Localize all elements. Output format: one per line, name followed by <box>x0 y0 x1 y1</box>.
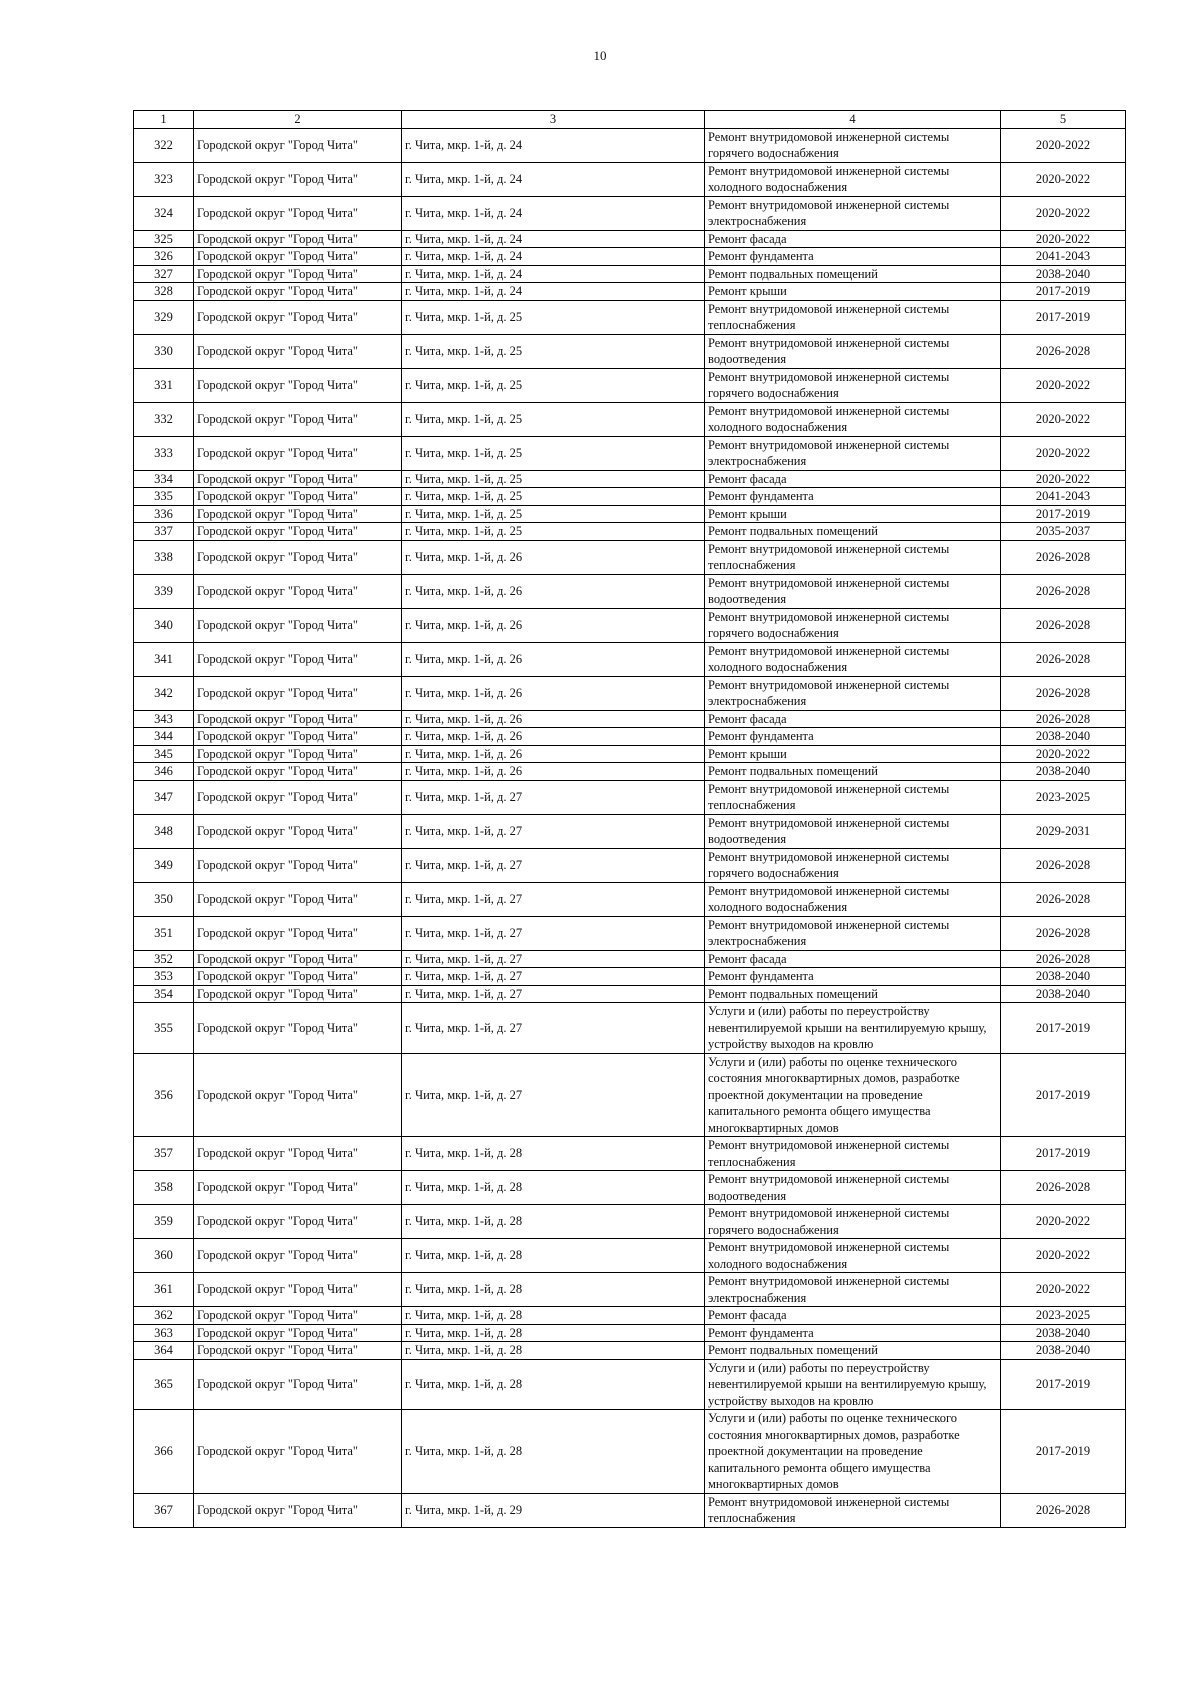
municipality-cell: Городской округ "Город Чита" <box>194 1053 402 1137</box>
address-cell: г. Чита, мкр. 1-й, д. 25 <box>402 523 705 541</box>
table-row <box>134 1171 1126 1205</box>
municipality-cell: Городской округ "Город Чита" <box>194 283 402 301</box>
row-number-cell: 365 <box>134 1359 194 1410</box>
table-row <box>134 642 1126 676</box>
period-cell: 2020-2022 <box>1001 745 1126 763</box>
work-type-cell: Услуги и (или) работы по оценке технического состояния многоквартирных домов, разработке проектной документации на проведение капитального ремонта общего имущества многоквартирных домов <box>705 1410 1001 1494</box>
address-cell: г. Чита, мкр. 1-й, д. 26 <box>402 608 705 642</box>
row-number-cell: 363 <box>134 1324 194 1342</box>
municipality-cell: Городской округ "Город Чита" <box>194 710 402 728</box>
work-type-cell: Ремонт внутридомовой инженерной системы электроснабжения <box>705 1273 1001 1307</box>
work-type-cell: Ремонт крыши <box>705 283 1001 301</box>
period-cell: 2017-2019 <box>1001 1359 1126 1410</box>
municipality-cell: Городской округ "Город Чита" <box>194 985 402 1003</box>
row-number-cell: 334 <box>134 470 194 488</box>
row-number-cell: 331 <box>134 368 194 402</box>
work-type-cell: Ремонт внутридомовой инженерной системы электроснабжения <box>705 436 1001 470</box>
address-cell: г. Чита, мкр. 1-й, д. 28 <box>402 1324 705 1342</box>
municipality-cell: Городской округ "Город Чита" <box>194 436 402 470</box>
address-cell: г. Чита, мкр. 1-й, д. 27 <box>402 1003 705 1054</box>
municipality-cell: Городской округ "Город Чита" <box>194 1493 402 1527</box>
period-cell: 2020-2022 <box>1001 1239 1126 1273</box>
period-cell: 2038-2040 <box>1001 763 1126 781</box>
address-cell: г. Чита, мкр. 1-й, д. 25 <box>402 402 705 436</box>
municipality-cell: Городской округ "Город Чита" <box>194 728 402 746</box>
address-cell: г. Чита, мкр. 1-й, д. 27 <box>402 950 705 968</box>
work-type-cell: Ремонт внутридомовой инженерной системы водоотведения <box>705 814 1001 848</box>
period-cell: 2017-2019 <box>1001 1053 1126 1137</box>
municipality-cell: Городской округ "Город Чита" <box>194 1239 402 1273</box>
table-row <box>134 968 1126 986</box>
address-cell: г. Чита, мкр. 1-й, д. 26 <box>402 745 705 763</box>
municipality-cell: Городской округ "Город Чита" <box>194 402 402 436</box>
column-header: 5 <box>1001 111 1126 129</box>
address-cell: г. Чита, мкр. 1-й, д. 25 <box>402 436 705 470</box>
address-cell: г. Чита, мкр. 1-й, д. 25 <box>402 488 705 506</box>
period-cell: 2029-2031 <box>1001 814 1126 848</box>
address-cell: г. Чита, мкр. 1-й, д. 25 <box>402 505 705 523</box>
municipality-cell: Городской округ "Город Чита" <box>194 1359 402 1410</box>
row-number-cell: 361 <box>134 1273 194 1307</box>
table-row <box>134 283 1126 301</box>
table-row <box>134 1053 1126 1137</box>
table-row <box>134 300 1126 334</box>
address-cell: г. Чита, мкр. 1-й, д. 27 <box>402 985 705 1003</box>
table-row <box>134 1324 1126 1342</box>
period-cell: 2038-2040 <box>1001 728 1126 746</box>
work-type-cell: Ремонт фасада <box>705 230 1001 248</box>
municipality-cell: Городской округ "Город Чита" <box>194 574 402 608</box>
period-cell: 2026-2028 <box>1001 1493 1126 1527</box>
row-number-cell: 351 <box>134 916 194 950</box>
row-number-cell: 349 <box>134 848 194 882</box>
row-number-cell: 367 <box>134 1493 194 1527</box>
table-row <box>134 1137 1126 1171</box>
table-row <box>134 196 1126 230</box>
table-row <box>134 1342 1126 1360</box>
municipality-cell: Городской округ "Город Чита" <box>194 196 402 230</box>
table-row <box>134 814 1126 848</box>
address-cell: г. Чита, мкр. 1-й, д. 28 <box>402 1239 705 1273</box>
row-number-cell: 335 <box>134 488 194 506</box>
work-type-cell: Ремонт внутридомовой инженерной системы холодного водоснабжения <box>705 162 1001 196</box>
column-header: 2 <box>194 111 402 129</box>
municipality-cell: Городской округ "Город Чита" <box>194 745 402 763</box>
work-type-cell: Ремонт внутридомовой инженерной системы горячего водоснабжения <box>705 128 1001 162</box>
column-header: 1 <box>134 111 194 129</box>
work-type-cell: Ремонт внутридомовой инженерной системы холодного водоснабжения <box>705 642 1001 676</box>
table-body <box>134 128 1126 1527</box>
address-cell: г. Чита, мкр. 1-й, д. 24 <box>402 248 705 266</box>
row-number-cell: 357 <box>134 1137 194 1171</box>
work-type-cell: Ремонт внутридомовой инженерной системы теплоснабжения <box>705 1137 1001 1171</box>
period-cell: 2020-2022 <box>1001 1205 1126 1239</box>
table-row <box>134 1239 1126 1273</box>
row-number-cell: 330 <box>134 334 194 368</box>
address-cell: г. Чита, мкр. 1-й, д. 29 <box>402 1493 705 1527</box>
municipality-cell: Городской округ "Город Чита" <box>194 334 402 368</box>
row-number-cell: 353 <box>134 968 194 986</box>
table-row <box>134 950 1126 968</box>
address-cell: г. Чита, мкр. 1-й, д. 27 <box>402 780 705 814</box>
municipality-cell: Городской округ "Город Чита" <box>194 368 402 402</box>
row-number-cell: 340 <box>134 608 194 642</box>
row-number-cell: 326 <box>134 248 194 266</box>
table-row <box>134 230 1126 248</box>
row-number-cell: 345 <box>134 745 194 763</box>
table-row <box>134 1359 1126 1410</box>
work-type-cell: Ремонт фасада <box>705 710 1001 728</box>
municipality-cell: Городской округ "Город Чита" <box>194 128 402 162</box>
address-cell: г. Чита, мкр. 1-й, д. 28 <box>402 1307 705 1325</box>
municipality-cell: Городской округ "Город Чита" <box>194 950 402 968</box>
period-cell: 2026-2028 <box>1001 1171 1126 1205</box>
work-type-cell: Ремонт фундамента <box>705 968 1001 986</box>
table-row <box>134 162 1126 196</box>
table-row <box>134 488 1126 506</box>
period-cell: 2038-2040 <box>1001 968 1126 986</box>
work-type-cell: Ремонт внутридомовой инженерной системы холодного водоснабжения <box>705 882 1001 916</box>
municipality-cell: Городской округ "Город Чита" <box>194 488 402 506</box>
table-row <box>134 265 1126 283</box>
table-row <box>134 882 1126 916</box>
row-number-cell: 328 <box>134 283 194 301</box>
work-type-cell: Ремонт внутридомовой инженерной системы водоотведения <box>705 334 1001 368</box>
period-cell: 2026-2028 <box>1001 334 1126 368</box>
period-cell: 2026-2028 <box>1001 676 1126 710</box>
row-number-cell: 323 <box>134 162 194 196</box>
work-type-cell: Ремонт фасада <box>705 950 1001 968</box>
period-cell: 2020-2022 <box>1001 402 1126 436</box>
address-cell: г. Чита, мкр. 1-й, д. 24 <box>402 283 705 301</box>
row-number-cell: 362 <box>134 1307 194 1325</box>
address-cell: г. Чита, мкр. 1-й, д. 26 <box>402 642 705 676</box>
work-type-cell: Услуги и (или) работы по переустройству невентилируемой крыши на вентилируемую крышу, устройству выходов на кровлю <box>705 1359 1001 1410</box>
address-cell: г. Чита, мкр. 1-й, д. 27 <box>402 882 705 916</box>
row-number-cell: 366 <box>134 1410 194 1494</box>
table-row <box>134 608 1126 642</box>
municipality-cell: Городской округ "Город Чита" <box>194 162 402 196</box>
municipality-cell: Городской округ "Город Чита" <box>194 1273 402 1307</box>
work-type-cell: Ремонт фундамента <box>705 1324 1001 1342</box>
table-row <box>134 1003 1126 1054</box>
period-cell: 2017-2019 <box>1001 283 1126 301</box>
table-row <box>134 470 1126 488</box>
period-cell: 2020-2022 <box>1001 470 1126 488</box>
row-number-cell: 355 <box>134 1003 194 1054</box>
table-row <box>134 505 1126 523</box>
column-header: 3 <box>402 111 705 129</box>
address-cell: г. Чита, мкр. 1-й, д. 28 <box>402 1359 705 1410</box>
address-cell: г. Чита, мкр. 1-й, д. 26 <box>402 574 705 608</box>
column-header: 4 <box>705 111 1001 129</box>
period-cell: 2026-2028 <box>1001 950 1126 968</box>
work-type-cell: Ремонт фундамента <box>705 488 1001 506</box>
period-cell: 2020-2022 <box>1001 230 1126 248</box>
table-row <box>134 248 1126 266</box>
address-cell: г. Чита, мкр. 1-й, д. 27 <box>402 968 705 986</box>
row-number-cell: 344 <box>134 728 194 746</box>
address-cell: г. Чита, мкр. 1-й, д. 27 <box>402 916 705 950</box>
row-number-cell: 350 <box>134 882 194 916</box>
table-row <box>134 574 1126 608</box>
period-cell: 2026-2028 <box>1001 608 1126 642</box>
table-row <box>134 676 1126 710</box>
period-cell: 2020-2022 <box>1001 436 1126 470</box>
row-number-cell: 339 <box>134 574 194 608</box>
municipality-cell: Городской округ "Город Чита" <box>194 780 402 814</box>
address-cell: г. Чита, мкр. 1-й, д. 24 <box>402 162 705 196</box>
work-type-cell: Услуги и (или) работы по оценке технического состояния многоквартирных домов, разработке проектной документации на проведение капитального ремонта общего имущества многоквартирных домов <box>705 1053 1001 1137</box>
work-type-cell: Ремонт внутридомовой инженерной системы теплоснабжения <box>705 300 1001 334</box>
period-cell: 2023-2025 <box>1001 1307 1126 1325</box>
table-row <box>134 334 1126 368</box>
work-type-cell: Ремонт фундамента <box>705 248 1001 266</box>
municipality-cell: Городской округ "Город Чита" <box>194 848 402 882</box>
work-type-cell: Ремонт подвальных помещений <box>705 265 1001 283</box>
table-row <box>134 780 1126 814</box>
address-cell: г. Чита, мкр. 1-й, д. 27 <box>402 1053 705 1137</box>
work-type-cell: Услуги и (или) работы по переустройству невентилируемой крыши на вентилируемую крышу, устройству выходов на кровлю <box>705 1003 1001 1054</box>
municipality-cell: Городской округ "Город Чита" <box>194 642 402 676</box>
municipality-cell: Городской округ "Город Чита" <box>194 1342 402 1360</box>
work-type-cell: Ремонт внутридомовой инженерной системы электроснабжения <box>705 196 1001 230</box>
municipality-cell: Городской округ "Город Чита" <box>194 763 402 781</box>
table-row <box>134 1273 1126 1307</box>
row-number-cell: 364 <box>134 1342 194 1360</box>
address-cell: г. Чита, мкр. 1-й, д. 28 <box>402 1410 705 1494</box>
table-row <box>134 1205 1126 1239</box>
work-type-cell: Ремонт подвальных помещений <box>705 763 1001 781</box>
address-cell: г. Чита, мкр. 1-й, д. 24 <box>402 128 705 162</box>
header-row <box>134 111 1126 129</box>
period-cell: 2020-2022 <box>1001 162 1126 196</box>
row-number-cell: 327 <box>134 265 194 283</box>
work-type-cell: Ремонт фундамента <box>705 728 1001 746</box>
municipality-cell: Городской округ "Город Чита" <box>194 1171 402 1205</box>
municipality-cell: Городской округ "Город Чита" <box>194 470 402 488</box>
row-number-cell: 343 <box>134 710 194 728</box>
period-cell: 2026-2028 <box>1001 916 1126 950</box>
row-number-cell: 356 <box>134 1053 194 1137</box>
row-number-cell: 329 <box>134 300 194 334</box>
row-number-cell: 347 <box>134 780 194 814</box>
municipality-cell: Городской округ "Город Чита" <box>194 230 402 248</box>
address-cell: г. Чита, мкр. 1-й, д. 26 <box>402 676 705 710</box>
work-type-cell: Ремонт внутридомовой инженерной системы горячего водоснабжения <box>705 368 1001 402</box>
work-type-cell: Ремонт внутридомовой инженерной системы холодного водоснабжения <box>705 402 1001 436</box>
municipality-cell: Городской округ "Город Чита" <box>194 1137 402 1171</box>
work-type-cell: Ремонт внутридомовой инженерной системы холодного водоснабжения <box>705 1239 1001 1273</box>
address-cell: г. Чита, мкр. 1-й, д. 24 <box>402 196 705 230</box>
table-row <box>134 728 1126 746</box>
period-cell: 2026-2028 <box>1001 710 1126 728</box>
period-cell: 2017-2019 <box>1001 505 1126 523</box>
table-row <box>134 848 1126 882</box>
municipality-cell: Городской округ "Город Чита" <box>194 916 402 950</box>
municipality-cell: Городской округ "Город Чита" <box>194 265 402 283</box>
table-row <box>134 1410 1126 1494</box>
row-number-cell: 358 <box>134 1171 194 1205</box>
table-row <box>134 745 1126 763</box>
period-cell: 2026-2028 <box>1001 848 1126 882</box>
address-cell: г. Чита, мкр. 1-й, д. 25 <box>402 368 705 402</box>
work-type-cell: Ремонт внутридомовой инженерной системы теплоснабжения <box>705 780 1001 814</box>
work-type-cell: Ремонт внутридомовой инженерной системы водоотведения <box>705 1171 1001 1205</box>
repair-schedule-table <box>133 110 1126 1528</box>
table-row <box>134 368 1126 402</box>
row-number-cell: 333 <box>134 436 194 470</box>
work-type-cell: Ремонт внутридомовой инженерной системы электроснабжения <box>705 916 1001 950</box>
address-cell: г. Чита, мкр. 1-й, д. 25 <box>402 300 705 334</box>
period-cell: 2020-2022 <box>1001 128 1126 162</box>
address-cell: г. Чита, мкр. 1-й, д. 25 <box>402 470 705 488</box>
table-row <box>134 1493 1126 1527</box>
work-type-cell: Ремонт внутридомовой инженерной системы теплоснабжения <box>705 1493 1001 1527</box>
table-row <box>134 540 1126 574</box>
period-cell: 2020-2022 <box>1001 1273 1126 1307</box>
period-cell: 2017-2019 <box>1001 300 1126 334</box>
work-type-cell: Ремонт внутридомовой инженерной системы водоотведения <box>705 574 1001 608</box>
work-type-cell: Ремонт фасада <box>705 470 1001 488</box>
table-row <box>134 523 1126 541</box>
row-number-cell: 342 <box>134 676 194 710</box>
row-number-cell: 352 <box>134 950 194 968</box>
table-row <box>134 710 1126 728</box>
municipality-cell: Городской округ "Город Чита" <box>194 248 402 266</box>
work-type-cell: Ремонт внутридомовой инженерной системы электроснабжения <box>705 676 1001 710</box>
address-cell: г. Чита, мкр. 1-й, д. 24 <box>402 265 705 283</box>
address-cell: г. Чита, мкр. 1-й, д. 28 <box>402 1205 705 1239</box>
municipality-cell: Городской округ "Город Чита" <box>194 814 402 848</box>
period-cell: 2035-2037 <box>1001 523 1126 541</box>
period-cell: 2038-2040 <box>1001 1342 1126 1360</box>
work-type-cell: Ремонт фасада <box>705 1307 1001 1325</box>
address-cell: г. Чита, мкр. 1-й, д. 28 <box>402 1171 705 1205</box>
table-row <box>134 985 1126 1003</box>
work-type-cell: Ремонт внутридомовой инженерной системы горячего водоснабжения <box>705 848 1001 882</box>
row-number-cell: 337 <box>134 523 194 541</box>
period-cell: 2017-2019 <box>1001 1003 1126 1054</box>
row-number-cell: 348 <box>134 814 194 848</box>
period-cell: 2023-2025 <box>1001 780 1126 814</box>
address-cell: г. Чита, мкр. 1-й, д. 28 <box>402 1342 705 1360</box>
work-type-cell: Ремонт крыши <box>705 745 1001 763</box>
work-type-cell: Ремонт подвальных помещений <box>705 985 1001 1003</box>
address-cell: г. Чита, мкр. 1-й, д. 25 <box>402 334 705 368</box>
period-cell: 2041-2043 <box>1001 488 1126 506</box>
work-type-cell: Ремонт внутридомовой инженерной системы теплоснабжения <box>705 540 1001 574</box>
municipality-cell: Городской округ "Город Чита" <box>194 1307 402 1325</box>
work-type-cell: Ремонт подвальных помещений <box>705 1342 1001 1360</box>
row-number-cell: 360 <box>134 1239 194 1273</box>
row-number-cell: 332 <box>134 402 194 436</box>
row-number-cell: 346 <box>134 763 194 781</box>
address-cell: г. Чита, мкр. 1-й, д. 26 <box>402 710 705 728</box>
period-cell: 2026-2028 <box>1001 574 1126 608</box>
municipality-cell: Городской округ "Город Чита" <box>194 523 402 541</box>
work-type-cell: Ремонт внутридомовой инженерной системы горячего водоснабжения <box>705 608 1001 642</box>
municipality-cell: Городской округ "Город Чита" <box>194 300 402 334</box>
municipality-cell: Городской округ "Город Чита" <box>194 1205 402 1239</box>
table-row <box>134 128 1126 162</box>
municipality-cell: Городской округ "Город Чита" <box>194 1003 402 1054</box>
work-type-cell: Ремонт крыши <box>705 505 1001 523</box>
table-row <box>134 763 1126 781</box>
address-cell: г. Чита, мкр. 1-й, д. 27 <box>402 814 705 848</box>
municipality-cell: Городской округ "Город Чита" <box>194 1324 402 1342</box>
period-cell: 2041-2043 <box>1001 248 1126 266</box>
period-cell: 2038-2040 <box>1001 985 1126 1003</box>
municipality-cell: Городской округ "Город Чита" <box>194 882 402 916</box>
municipality-cell: Городской округ "Город Чита" <box>194 608 402 642</box>
address-cell: г. Чита, мкр. 1-й, д. 26 <box>402 728 705 746</box>
row-number-cell: 338 <box>134 540 194 574</box>
municipality-cell: Городской округ "Город Чита" <box>194 505 402 523</box>
period-cell: 2026-2028 <box>1001 540 1126 574</box>
work-type-cell: Ремонт внутридомовой инженерной системы горячего водоснабжения <box>705 1205 1001 1239</box>
row-number-cell: 359 <box>134 1205 194 1239</box>
row-number-cell: 336 <box>134 505 194 523</box>
period-cell: 2020-2022 <box>1001 368 1126 402</box>
period-cell: 2020-2022 <box>1001 196 1126 230</box>
table-row <box>134 916 1126 950</box>
page-number: 10 <box>593 48 607 63</box>
address-cell: г. Чита, мкр. 1-й, д. 28 <box>402 1137 705 1171</box>
row-number-cell: 341 <box>134 642 194 676</box>
table-row <box>134 402 1126 436</box>
address-cell: г. Чита, мкр. 1-й, д. 26 <box>402 540 705 574</box>
row-number-cell: 322 <box>134 128 194 162</box>
address-cell: г. Чита, мкр. 1-й, д. 26 <box>402 763 705 781</box>
period-cell: 2017-2019 <box>1001 1137 1126 1171</box>
address-cell: г. Чита, мкр. 1-й, д. 27 <box>402 848 705 882</box>
row-number-cell: 354 <box>134 985 194 1003</box>
address-cell: г. Чита, мкр. 1-й, д. 28 <box>402 1273 705 1307</box>
period-cell: 2038-2040 <box>1001 1324 1126 1342</box>
municipality-cell: Городской округ "Город Чита" <box>194 676 402 710</box>
period-cell: 2017-2019 <box>1001 1410 1126 1494</box>
municipality-cell: Городской округ "Город Чита" <box>194 968 402 986</box>
period-cell: 2026-2028 <box>1001 882 1126 916</box>
row-number-cell: 324 <box>134 196 194 230</box>
table-row <box>134 436 1126 470</box>
table-row <box>134 1307 1126 1325</box>
municipality-cell: Городской округ "Город Чита" <box>194 540 402 574</box>
row-number-cell: 325 <box>134 230 194 248</box>
period-cell: 2038-2040 <box>1001 265 1126 283</box>
address-cell: г. Чита, мкр. 1-й, д. 24 <box>402 230 705 248</box>
municipality-cell: Городской округ "Город Чита" <box>194 1410 402 1494</box>
work-type-cell: Ремонт подвальных помещений <box>705 523 1001 541</box>
period-cell: 2026-2028 <box>1001 642 1126 676</box>
